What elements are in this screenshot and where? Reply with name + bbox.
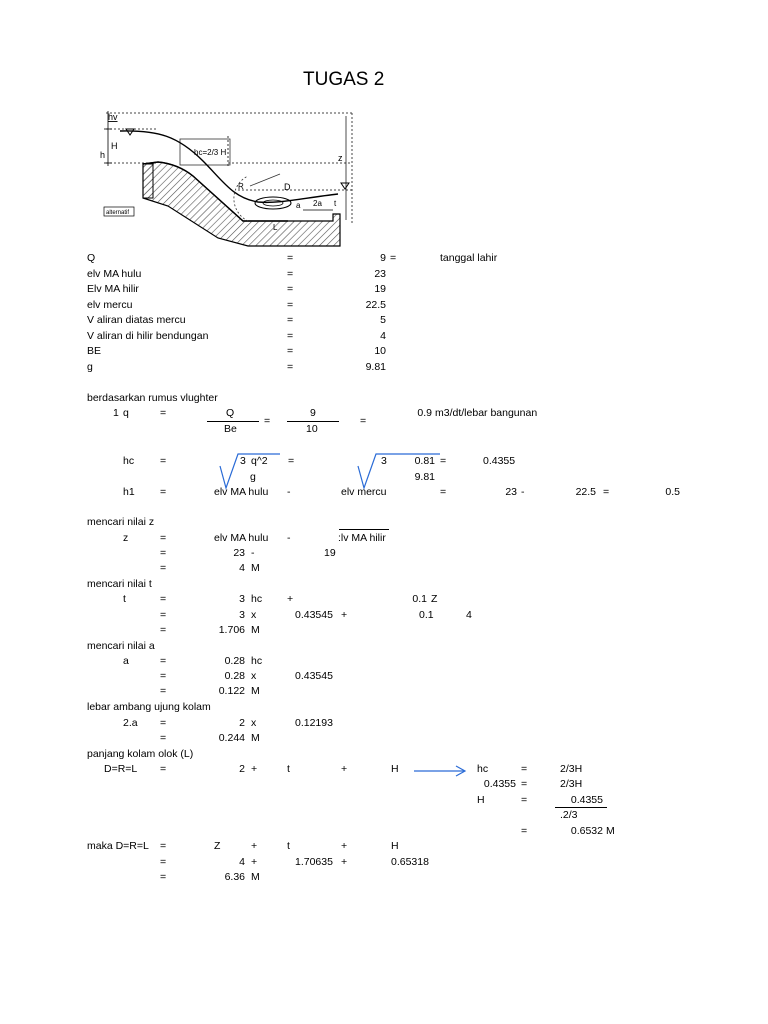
term: Z [214, 840, 221, 852]
param-value: 9.81 [365, 361, 386, 373]
equals: = [160, 685, 167, 697]
operator: + [341, 609, 348, 621]
equals: = [160, 407, 167, 419]
param-name: elv MA hulu [87, 268, 142, 280]
value: 23 [233, 547, 245, 559]
unit: M [251, 732, 260, 744]
section-heading: panjang kolam olok (L) [87, 748, 194, 760]
value: 0.12193 [295, 717, 333, 729]
value: 23 [505, 486, 517, 498]
unit: m3/dt/lebar bangunan [435, 407, 538, 419]
param-eq: = [287, 283, 294, 295]
fraction-num: 0.4355 [570, 794, 603, 806]
diagram-label-H: H [111, 141, 118, 151]
section-heading: mencari nilai a [87, 640, 155, 652]
equals: = [264, 415, 271, 427]
equals: = [160, 856, 167, 868]
equals: = [521, 794, 528, 806]
page-title: TUGAS 2 [303, 69, 385, 90]
operator: - [287, 486, 291, 498]
var-label: hc [123, 455, 135, 467]
term: :lv MA hilir [338, 532, 386, 544]
section-heading: lebar ambang ujung kolam [87, 701, 211, 713]
operator: + [341, 763, 348, 775]
operator: + [341, 840, 348, 852]
term: elv mercu [341, 486, 387, 498]
coefficient: 0.28 [224, 655, 245, 667]
unit: M [251, 562, 260, 574]
section-heading: berdasarkan rumus vlughter [87, 392, 218, 404]
param-value: 10 [374, 345, 386, 357]
param-eq: = [287, 361, 294, 373]
diagram-label-hv: hv [108, 112, 118, 122]
equals: = [360, 415, 367, 427]
term: H [391, 763, 399, 775]
equals: = [603, 486, 610, 498]
term: t [287, 763, 290, 775]
term: 2/3H [560, 778, 583, 790]
operator: + [251, 763, 258, 775]
coefficient: 2 [239, 717, 245, 729]
var-label: D=R=L [104, 763, 138, 775]
value: 0.4355 [483, 778, 516, 790]
param-value: 19 [374, 283, 386, 295]
param-value: 5 [380, 314, 386, 326]
equals: = [288, 455, 295, 467]
diagram-label-L: L [273, 223, 278, 232]
fraction-num: Q [226, 407, 235, 419]
result-value: 0.9 [417, 407, 432, 419]
var-label: a [123, 655, 129, 667]
unit: M [606, 825, 615, 837]
param-eq: = [287, 345, 294, 357]
equals: = [160, 532, 167, 544]
result-value: 0.5 [665, 486, 680, 498]
value: 4 [239, 856, 245, 868]
var-label: q [123, 407, 129, 419]
equals: = [521, 825, 528, 837]
equals: = [160, 593, 167, 605]
var-label: z [123, 532, 129, 544]
result-value: 0.244 [218, 732, 245, 744]
section-heading: mencari nilai t [87, 578, 152, 590]
root-index: 3 [240, 455, 246, 467]
param-eq: = [287, 268, 294, 280]
result-value: 0.6532 [570, 825, 603, 837]
value: 1.70635 [295, 856, 333, 868]
operator: - [251, 547, 255, 559]
value: 4 [466, 609, 472, 621]
diagram-label-R: R [238, 182, 244, 191]
param-eq2: = [390, 252, 397, 264]
fraction-den: .2/3 [560, 809, 578, 821]
fraction-bar [287, 421, 339, 422]
result-value: 1.706 [218, 624, 245, 636]
term: elv MA hulu [214, 532, 269, 544]
fraction-den: 9.81 [414, 471, 435, 483]
param-name: elv mercu [87, 299, 133, 311]
var-label: maka D=R=L [87, 840, 149, 852]
equals: = [160, 871, 167, 883]
equals: = [160, 763, 167, 775]
value: 22.5 [575, 486, 596, 498]
equals: = [440, 486, 447, 498]
result-value: 0.122 [218, 685, 245, 697]
equals: = [160, 609, 167, 621]
equals: = [160, 732, 167, 744]
param-eq: = [287, 314, 294, 326]
var-label: 2.a [123, 717, 138, 729]
equals: = [160, 655, 167, 667]
param-name: V aliran diatas mercu [87, 314, 186, 326]
coefficient: 3 [239, 593, 245, 605]
equals: = [160, 455, 167, 467]
param-eq: = [287, 299, 294, 311]
divider-line [339, 529, 389, 530]
term: H [391, 840, 399, 852]
operator: x [251, 717, 257, 729]
term: Z [431, 593, 438, 605]
term: hc [251, 593, 263, 605]
param-eq: = [287, 252, 294, 264]
operator: + [251, 840, 258, 852]
equals: = [160, 840, 167, 852]
coefficient: 3 [239, 609, 245, 621]
value: 0.43545 [295, 670, 333, 682]
operator: + [341, 856, 348, 868]
param-name: BE [87, 345, 102, 357]
diagram-label-2a: 2a [313, 199, 322, 208]
param-value: 4 [380, 330, 386, 342]
diagram-label-h: h [100, 150, 106, 160]
param-value: 9 [380, 252, 386, 264]
unit: M [251, 871, 260, 883]
diagram-label-hc: hc=2/3 H [194, 148, 227, 157]
unit: M [251, 685, 260, 697]
operator: + [287, 593, 294, 605]
var-label: t [123, 593, 126, 605]
operator: x [251, 609, 257, 621]
fraction-num: 0.81 [414, 455, 435, 467]
var-label: hc [477, 763, 489, 775]
param-name: V aliran di hilir bendungan [87, 330, 209, 342]
step-number: 1 [113, 407, 119, 419]
coefficient: 0.1 [419, 609, 434, 621]
diagram-label-a: a [296, 201, 301, 210]
result-value: 0.4355 [483, 455, 516, 467]
param-value: 22.5 [365, 299, 386, 311]
equals: = [521, 778, 528, 790]
diagram-label-D: D [284, 182, 291, 192]
fraction-num: q^2 [251, 455, 268, 467]
value: 0.65318 [391, 856, 429, 868]
param-eq: = [287, 330, 294, 342]
equals: = [160, 486, 167, 498]
term: elv MA hulu [214, 486, 269, 498]
operator: - [521, 486, 525, 498]
spillway-diagram [98, 106, 358, 250]
param-name: Q [87, 252, 96, 264]
param-note: tanggal lahir [440, 252, 498, 264]
unit: M [251, 624, 260, 636]
section-heading: mencari nilai z [87, 516, 155, 528]
equals: = [160, 670, 167, 682]
fraction-den: g [250, 471, 256, 483]
operator: + [251, 856, 258, 868]
param-name: g [87, 361, 93, 373]
fraction-num: 9 [310, 407, 316, 419]
term: hc [251, 655, 263, 667]
result-value: 4 [239, 562, 245, 574]
fraction-den: Be [224, 423, 237, 435]
value: 0.43545 [295, 609, 333, 621]
param-name: Elv MA hilir [87, 283, 139, 295]
param-value: 23 [374, 268, 386, 280]
fraction-bar [555, 807, 607, 808]
diagram-label-t: t [334, 199, 337, 208]
equals: = [160, 562, 167, 574]
operator: x [251, 670, 257, 682]
coefficient: 0.1 [412, 593, 427, 605]
var-label: H [477, 794, 485, 806]
arrow-right-icon [412, 764, 468, 778]
coefficient: 0.28 [224, 670, 245, 682]
equals: = [160, 717, 167, 729]
coefficient: 2 [239, 763, 245, 775]
diagram-label-alternatif: alternatif [106, 210, 130, 216]
fraction-den: 10 [306, 423, 318, 435]
result-value: 6.36 [224, 871, 245, 883]
term: 2/3H [560, 763, 583, 775]
diagram-label-z: z [338, 153, 343, 163]
root-index: 3 [381, 455, 387, 467]
value: 19 [324, 547, 336, 559]
var-label: h1 [123, 486, 135, 498]
term: t [287, 840, 290, 852]
equals: = [160, 547, 167, 559]
operator: - [287, 532, 291, 544]
equals: = [440, 455, 447, 467]
fraction-bar [207, 421, 259, 422]
equals: = [160, 624, 167, 636]
equals: = [521, 763, 528, 775]
